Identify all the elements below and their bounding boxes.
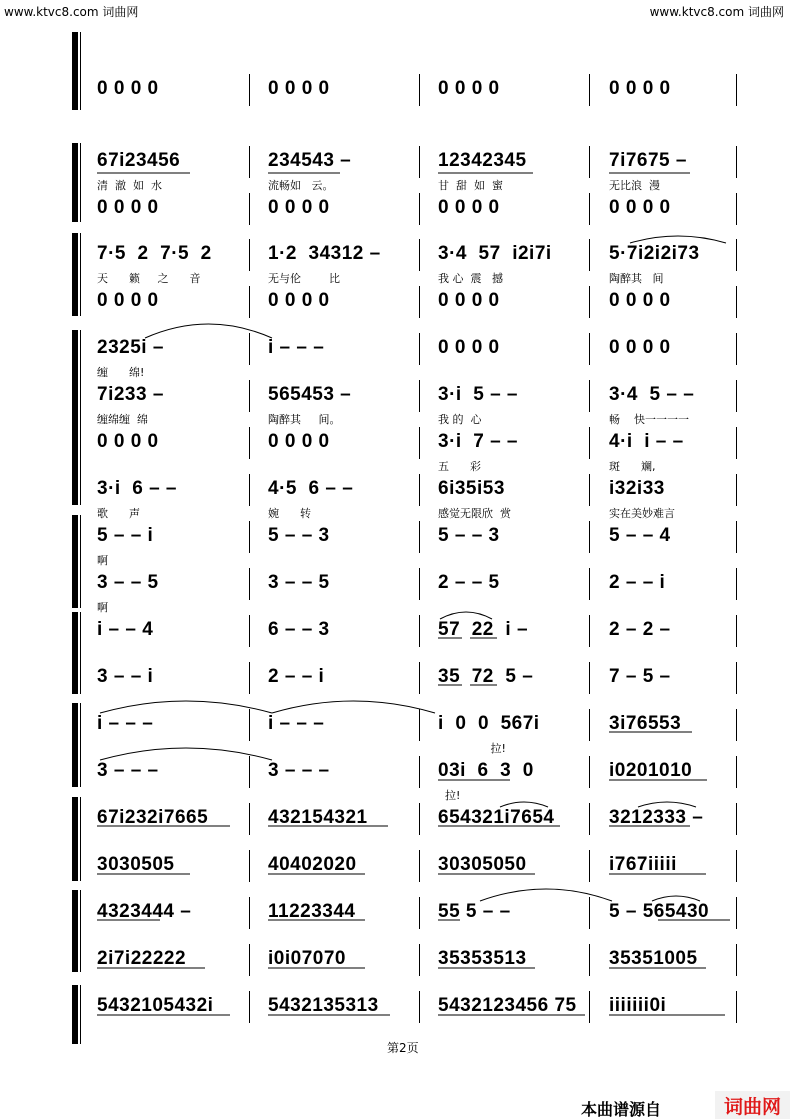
measure-notes: 3 – – 5 — [97, 572, 159, 593]
measure-notes: 3·4 57 i2i7i — [438, 243, 552, 264]
barline — [249, 756, 250, 788]
barline — [589, 286, 590, 318]
system-brace — [72, 890, 78, 972]
measure-notes: 0 0 0 0 — [268, 197, 330, 218]
measure-notes: 0 0 0 0 — [609, 337, 671, 358]
barline — [249, 944, 250, 976]
measure-notes: 4·5 6 – – — [268, 478, 354, 499]
system-barline-start — [80, 330, 81, 505]
barline — [419, 897, 420, 929]
measure-notes: 0 0 0 0 — [438, 197, 500, 218]
barline — [419, 333, 420, 365]
barline — [419, 427, 420, 459]
measure-notes: 432154321 — [268, 807, 368, 828]
measure-notes: 67i232i7665 — [97, 807, 209, 828]
measure-notes: 2i7i22222 — [97, 948, 187, 969]
barline — [419, 756, 420, 788]
barline — [589, 662, 590, 694]
measure-notes: 0 0 0 0 — [609, 197, 671, 218]
system-barline-start — [80, 985, 81, 1044]
measure-notes: 3·i 6 – – — [97, 478, 177, 499]
site-logo: 词曲网 — [715, 1091, 790, 1119]
measure-notes: 1·2 34312 – — [268, 243, 381, 264]
measure-notes: 3 – – 5 — [268, 572, 330, 593]
measure-notes: 0 0 0 0 — [609, 290, 671, 311]
barline-end — [736, 897, 737, 929]
measure-notes: 654321i7654 — [438, 807, 555, 828]
barline — [419, 521, 420, 553]
measure-notes: i0201010 — [609, 760, 693, 781]
lyric-line: 清 澈 如 水 — [97, 179, 162, 192]
barline — [589, 803, 590, 835]
lyric-line: 流畅如 云。 — [268, 179, 334, 192]
system-barline-start — [80, 703, 81, 787]
measure-notes: 5432105432i — [97, 995, 214, 1016]
barline-end — [736, 803, 737, 835]
system-barline-start — [80, 233, 81, 316]
measure-notes: 3·i 7 – – — [438, 431, 518, 452]
measure-notes: 3i76553 — [609, 713, 682, 734]
barline-end — [736, 74, 737, 106]
measure-notes: i – – – — [97, 713, 154, 734]
measure-notes: 0 0 0 0 — [268, 290, 330, 311]
barline — [589, 897, 590, 929]
barline — [589, 146, 590, 178]
measure-notes: 2 – – i — [609, 572, 666, 593]
lyric-line: 婉 转 — [268, 507, 311, 520]
lyric-line: 陶醉其 间。 — [268, 413, 341, 426]
barline-end — [736, 991, 737, 1023]
lyric-line: 无与伦 比 — [268, 272, 340, 285]
system-brace — [72, 143, 78, 222]
measure-notes: 3 – – – — [268, 760, 330, 781]
measure-notes: 5·7i2i2i73 — [609, 243, 700, 264]
lyric-line: 畅 快一一一一 — [609, 413, 689, 426]
barline-end — [736, 427, 737, 459]
measure-notes: i0i07070 — [268, 948, 346, 969]
measure-notes: 3212333 – — [609, 807, 704, 828]
lyric-line: 无比浪 漫 — [609, 179, 660, 192]
lyric-line: 拉! — [438, 789, 461, 802]
lyric-line: 天 籁 之 音 — [97, 272, 201, 285]
measure-notes: 3·4 5 – – — [609, 384, 695, 405]
barline-end — [736, 944, 737, 976]
measure-notes: 55 5 – – — [438, 901, 511, 922]
barline — [419, 803, 420, 835]
measure-notes: 5 – – i — [97, 525, 154, 546]
barline — [249, 662, 250, 694]
barline — [589, 74, 590, 106]
site-header-right: www.ktvc8.com 词曲网 — [649, 5, 784, 19]
measure-notes: 4·i i – – — [609, 431, 684, 452]
system-barline-start — [80, 612, 81, 694]
barline — [249, 615, 250, 647]
barline — [249, 427, 250, 459]
measure-notes: 565453 – — [268, 384, 352, 405]
system-barline-start — [80, 143, 81, 222]
barline — [419, 239, 420, 271]
measure-notes: i767iiiii — [609, 854, 677, 875]
measure-notes: 35353513 — [438, 948, 527, 969]
measure-notes: 30305050 — [438, 854, 527, 875]
measure-notes: 234543 – — [268, 150, 352, 171]
measure-notes: 03i 6 3 0 — [438, 760, 534, 781]
barline — [419, 850, 420, 882]
barline — [419, 146, 420, 178]
measure-notes: i32i33 — [609, 478, 665, 499]
measure-notes: 0 0 0 0 — [609, 78, 671, 99]
measure-notes: 5432123456 75 — [438, 995, 577, 1016]
measure-notes: 7i7675 – — [609, 150, 687, 171]
system-brace — [72, 612, 78, 694]
measure-notes: 35351005 — [609, 948, 698, 969]
barline — [249, 521, 250, 553]
measure-notes: iiiiiii0i — [609, 995, 667, 1016]
measure-notes: 5432135313 — [268, 995, 379, 1016]
lyric-line: 缠 绵! — [97, 366, 145, 379]
tie-arc — [100, 748, 272, 760]
site-header-left: www.ktvc8.com 词曲网 — [4, 5, 139, 19]
measure-notes: 0 0 0 0 — [268, 431, 330, 452]
barline — [589, 568, 590, 600]
system-barline-start — [80, 32, 81, 110]
barline — [419, 568, 420, 600]
barline — [249, 991, 250, 1023]
measure-notes: 6i35i53 — [438, 478, 505, 499]
barline-end — [736, 521, 737, 553]
system-brace — [72, 32, 78, 110]
measure-notes: 2 – – i — [268, 666, 325, 687]
system-brace — [72, 985, 78, 1044]
measure-notes: 3 – – – — [97, 760, 159, 781]
measure-notes: 7 – 5 – — [609, 666, 671, 687]
barline — [249, 568, 250, 600]
barline — [589, 427, 590, 459]
lyric-line: 感觉无限欣 赏 — [438, 507, 511, 520]
barline — [419, 709, 420, 741]
lyric-line: 缠绵缠 绵 — [97, 413, 148, 426]
system-barline-start — [80, 515, 81, 608]
measure-notes: i 0 0 567i — [438, 713, 540, 734]
measure-notes: i – – 4 — [97, 619, 154, 640]
barline — [249, 74, 250, 106]
slur-arc — [440, 612, 492, 619]
measure-notes: 3030505 — [97, 854, 175, 875]
barline-end — [736, 709, 737, 741]
lyric-line: 歌 声 — [97, 507, 140, 520]
lyric-line: 甘 甜 如 蜜 — [438, 179, 503, 192]
measure-notes: 12342345 — [438, 150, 527, 171]
barline — [589, 756, 590, 788]
measure-notes: 0 0 0 0 — [97, 197, 159, 218]
barline — [589, 944, 590, 976]
barline — [589, 333, 590, 365]
measure-notes: 2 – – 5 — [438, 572, 500, 593]
barline — [589, 615, 590, 647]
page-number: 第2页 — [387, 1041, 419, 1055]
measure-notes: 0 0 0 0 — [268, 78, 330, 99]
system-barline-start — [80, 890, 81, 972]
measure-notes: 6 – – 3 — [268, 619, 330, 640]
barline-end — [736, 333, 737, 365]
measure-notes: 0 0 0 0 — [438, 290, 500, 311]
barline — [589, 521, 590, 553]
barline — [249, 474, 250, 506]
measure-notes: 7i233 – — [97, 384, 164, 405]
measure-notes: 2325i – — [97, 337, 164, 358]
tie-arc — [480, 889, 612, 901]
lyric-line: 陶醉其 间 — [609, 272, 664, 285]
barline — [249, 850, 250, 882]
measure-notes: 0 0 0 0 — [438, 337, 500, 358]
barline-end — [736, 850, 737, 882]
system-brace — [72, 330, 78, 505]
measure-notes: 2 – 2 – — [609, 619, 671, 640]
system-brace — [72, 233, 78, 316]
tie-arc — [145, 324, 272, 338]
lyric-line: 拉! — [438, 742, 506, 755]
barline — [589, 193, 590, 225]
measure-notes: 0 0 0 0 — [97, 290, 159, 311]
measure-notes: i – – – — [268, 337, 325, 358]
barline — [419, 944, 420, 976]
barline — [419, 74, 420, 106]
barline — [419, 286, 420, 318]
source-label: 本曲谱源自 — [581, 1100, 662, 1119]
measure-notes: 0 0 0 0 — [97, 431, 159, 452]
measure-notes: 5 – 565430 — [609, 901, 710, 922]
measure-notes: i – – – — [268, 713, 325, 734]
measure-notes: 5 – – 4 — [609, 525, 671, 546]
barline — [589, 850, 590, 882]
barline — [249, 709, 250, 741]
barline — [419, 380, 420, 412]
barline — [589, 991, 590, 1023]
measure-notes: 67i23456 — [97, 150, 181, 171]
barline-end — [736, 146, 737, 178]
barline — [249, 380, 250, 412]
measure-notes: 35 72 5 – — [438, 666, 534, 687]
barline — [249, 146, 250, 178]
lyric-line: 五 彩 — [438, 460, 481, 473]
system-brace — [72, 703, 78, 787]
measure-notes: 3 – – i — [97, 666, 154, 687]
measure-notes: 5 – – 3 — [438, 525, 500, 546]
measure-notes: 0 0 0 0 — [438, 78, 500, 99]
barline — [589, 474, 590, 506]
measure-notes: 40402020 — [268, 854, 357, 875]
barline — [419, 474, 420, 506]
lyric-line: 我 的 心 — [438, 413, 482, 426]
barline-end — [736, 474, 737, 506]
system-brace — [72, 515, 78, 608]
measure-notes: 7·5 2 7·5 2 — [97, 243, 212, 264]
barline — [589, 239, 590, 271]
barline — [589, 709, 590, 741]
barline-end — [736, 193, 737, 225]
system-brace — [72, 797, 78, 881]
barline — [249, 239, 250, 271]
barline-end — [736, 380, 737, 412]
barline — [419, 193, 420, 225]
measure-notes: 4323444 – — [97, 901, 192, 922]
barline — [419, 615, 420, 647]
barline — [419, 662, 420, 694]
measure-notes: 57 22 i – — [438, 619, 529, 640]
barline — [249, 897, 250, 929]
barline-end — [736, 756, 737, 788]
measure-notes: 3·i 5 – – — [438, 384, 518, 405]
lyric-line: 斑 斓, — [609, 460, 656, 473]
barline — [249, 286, 250, 318]
measure-notes: 0 0 0 0 — [97, 78, 159, 99]
barline — [249, 803, 250, 835]
measure-notes: 5 – – 3 — [268, 525, 330, 546]
barline-end — [736, 615, 737, 647]
measure-notes: 11223344 — [268, 901, 356, 922]
lyric-line: 实在美妙难言 — [609, 507, 675, 520]
barline-end — [736, 239, 737, 271]
barline — [419, 991, 420, 1023]
barline-end — [736, 286, 737, 318]
lyric-line: 啊 — [97, 601, 108, 614]
barline — [249, 193, 250, 225]
lyric-line: 我 心 震 撼 — [438, 272, 503, 285]
tie-arc — [100, 701, 272, 713]
lyric-line: 啊 — [97, 554, 108, 567]
barline — [589, 380, 590, 412]
barline — [249, 333, 250, 365]
barline-end — [736, 662, 737, 694]
slur-arc — [630, 236, 726, 243]
system-barline-start — [80, 797, 81, 881]
tie-arc — [272, 701, 435, 713]
barline-end — [736, 568, 737, 600]
